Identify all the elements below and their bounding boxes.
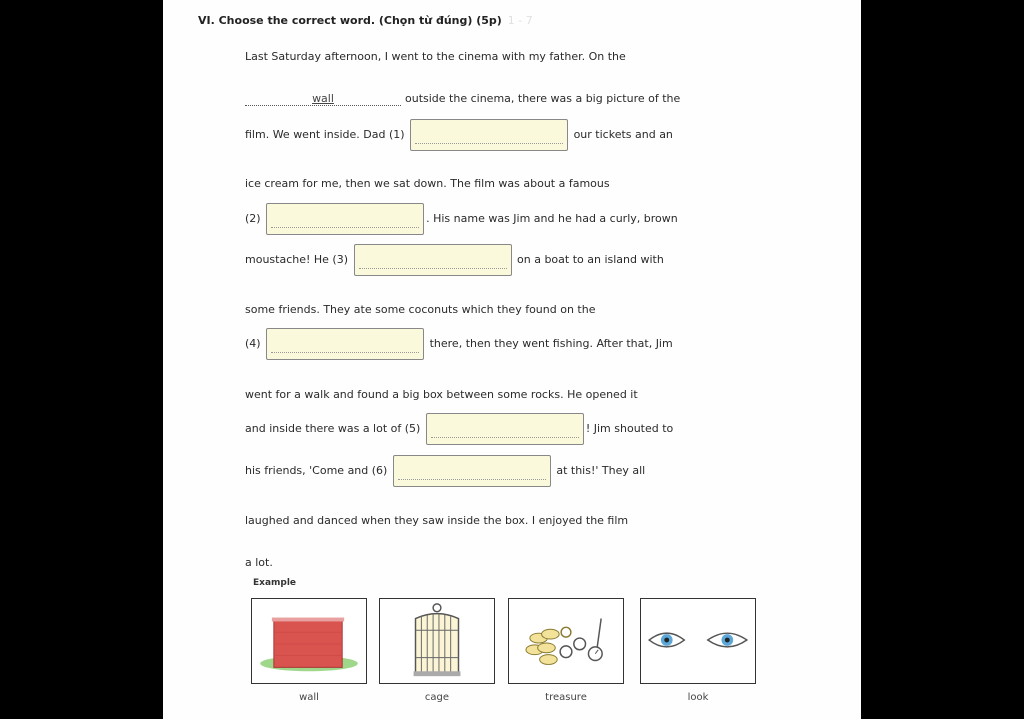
text-line: went for a walk and found a big box between some rocks. He opened it — [245, 388, 638, 401]
text-line: some friends. They ate some coconuts which they found on the — [245, 303, 596, 316]
answer-box-2[interactable] — [266, 203, 424, 235]
text-line: laughed and danced when they saw inside the box. I enjoyed the film — [245, 514, 629, 527]
treasure-icon — [509, 599, 623, 683]
answer-box-3[interactable] — [354, 244, 512, 276]
picture-wall — [251, 598, 367, 684]
picture-caption: look — [687, 692, 709, 703]
text-line: and inside there was a lot of (5) ! Jim shouted to — [245, 413, 673, 445]
faint-annotation: 1 - 7 — [507, 14, 533, 27]
text-line: moustache! He (3) on a boat to an island with — [245, 244, 664, 276]
answer-box-5[interactable] — [426, 413, 584, 445]
cage-icon — [380, 599, 494, 683]
answer-box-6[interactable] — [393, 455, 551, 487]
text-line: a lot. — [245, 556, 273, 569]
exercise-title: VI. Choose the correct word. (Chọn từ đúng) (5p) 1 - 7 — [198, 14, 533, 27]
picture-caption: cage — [424, 692, 450, 703]
text-line: wall outside the cinema, there was a big picture of the — [245, 92, 680, 106]
picture-caption: treasure — [545, 692, 587, 703]
picture-caption: wall — [299, 692, 319, 703]
answer-box-1[interactable] — [410, 119, 568, 151]
picture-treasure — [508, 598, 624, 684]
text-line: his friends, 'Come and (6) at this!' They all — [245, 455, 645, 487]
text-line: (2) . His name was Jim and he had a curly, brown — [245, 203, 678, 235]
text-line: (4) there, then they went fishing. After that, Jim — [245, 328, 673, 360]
wall-icon — [252, 599, 366, 683]
eyes-icon — [641, 599, 755, 683]
example-label: Example — [253, 578, 297, 588]
text-line: Last Saturday afternoon, I went to the cinema with my father. On the — [245, 50, 626, 63]
picture-look — [640, 598, 756, 684]
example-answer: wall — [245, 92, 401, 106]
worksheet-page — [163, 0, 861, 719]
text-line: film. We went inside. Dad (1) our tickets and an — [245, 119, 673, 151]
text-line: ice cream for me, then we sat down. The film was about a famous — [245, 177, 610, 190]
answer-box-4[interactable] — [266, 328, 424, 360]
picture-cage — [379, 598, 495, 684]
